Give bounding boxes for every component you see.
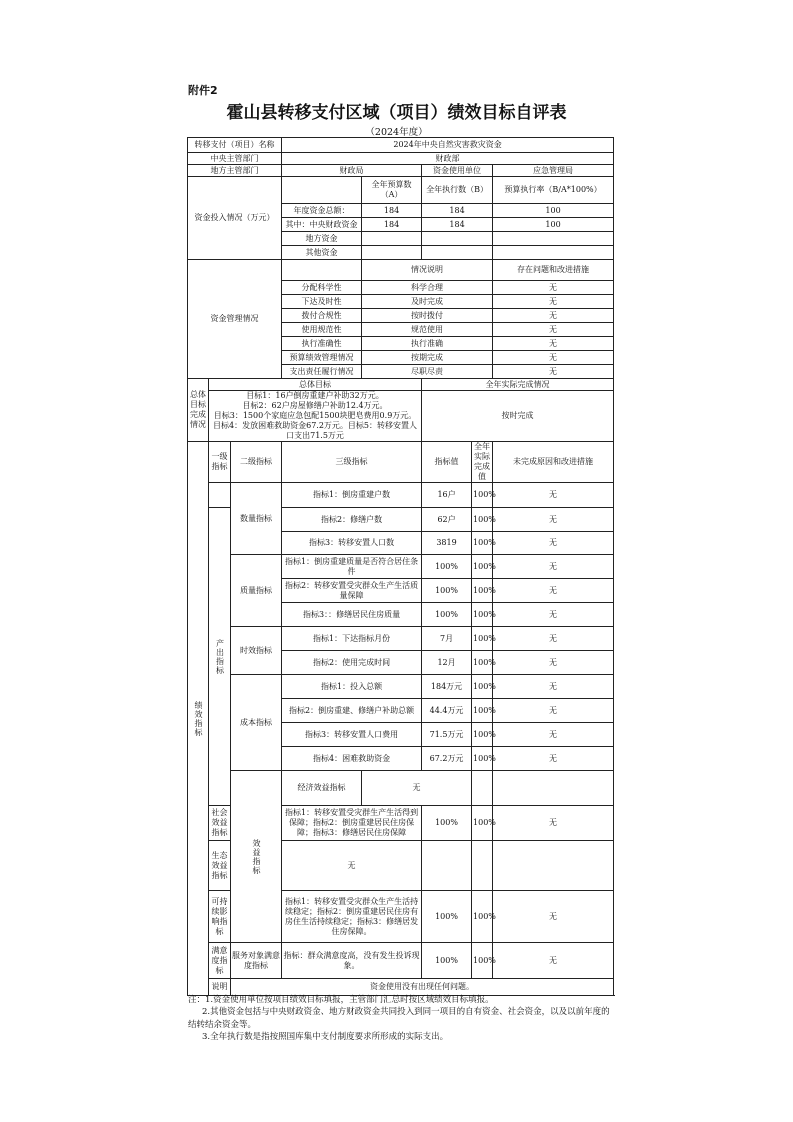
col-value: 指标值 [422, 442, 472, 483]
report-year: （2024年度） [365, 127, 428, 138]
col-actual: 全年实际完成值 [472, 442, 493, 483]
indicator-value: 100% [422, 579, 472, 603]
indicator-value: 100% [422, 555, 472, 579]
attachment-label: 附件2 [188, 84, 218, 97]
indicator-reason: 无 [493, 508, 614, 532]
funds-row-rate: 100 [493, 204, 614, 218]
indicator-value: 16户 [422, 483, 472, 508]
project-name-value: 2024年中央自然灾害救灾资金 [282, 138, 614, 153]
funds-row-a: 184 [362, 218, 422, 232]
indicator-value [422, 841, 472, 891]
project-name-label: 转移支付（项目）名称 [188, 138, 282, 153]
overall-done-text: 按时完成 [422, 391, 614, 442]
indicator-value: 3819 [422, 532, 472, 555]
management-desc: 科学合理 [362, 281, 493, 295]
indicator-value: 100% [422, 891, 472, 943]
indicator-value: 100% [422, 943, 472, 979]
indicator-name: 指标：群众满意度高，没有发生投诉现象。 [282, 943, 422, 979]
remark-text: 资金使用没有出现任何问题。 [231, 979, 614, 996]
indicator-reason: 无 [493, 651, 614, 675]
footnote: 2.其他资金包括与中央财政资金、地方财政资金共同投入到同一项目的自有资金、社会资金，以及以前年度的结转结余资金等。 [188, 1007, 610, 1030]
overall-row [188, 391, 614, 442]
funds-row-a: 184 [362, 204, 422, 218]
central-dept-value: 财政部 [282, 153, 614, 165]
overall-section-label: 总体目标完成情况 [188, 379, 209, 442]
indicator-name: 指标3：：修缮居民住房质量 [282, 603, 422, 627]
project-name-row [188, 138, 614, 153]
indicator-name: 指标1：转移安置受灾群生产生活得到保障；指标2：倒房重建居民住房保障；指标3：修缮居民住房保障 [282, 806, 422, 841]
col-l2: 二级指标 [231, 442, 282, 483]
management-issue: 无 [493, 351, 614, 365]
central-dept-label: 中央主管部门 [188, 153, 282, 165]
indicator-reason: 无 [493, 675, 614, 699]
perf-section-label: 绩效指标 [188, 442, 209, 996]
social-label: 社会效益指标 [209, 806, 231, 841]
indicator-actual: 100% [472, 675, 493, 699]
indicator-reason: 无 [493, 723, 614, 747]
economic-label: 经济效益指标 [282, 771, 362, 806]
indicator-actual: 100% [472, 508, 493, 532]
indicator-value: 100% [422, 806, 472, 841]
indicator-name: 无 [362, 771, 472, 806]
indicator-actual: 100% [472, 483, 493, 508]
col-l3: 三级指标 [282, 442, 422, 483]
funds-row-a [362, 246, 422, 260]
funds-row-b: 184 [422, 218, 493, 232]
local-dept-row [188, 165, 614, 177]
local-dept-value: 财政局 [282, 165, 422, 177]
fund-user-value: 应急管理局 [493, 165, 614, 177]
benefit-label: 效益指标 [231, 771, 282, 943]
remark-label: 说明 [209, 979, 231, 996]
col-reason: 未完成原因和改进措施 [493, 442, 614, 483]
local-dept-label: 地方主管部门 [188, 165, 282, 177]
management-header-row [188, 260, 614, 281]
management-item: 支出责任履行情况 [282, 365, 362, 379]
indicator-reason: 无 [493, 555, 614, 579]
management-desc: 规范使用 [362, 323, 493, 337]
indicator-reason: 无 [493, 943, 614, 979]
indicator-actual: 100% [472, 723, 493, 747]
indicator-actual: 100% [472, 891, 493, 943]
management-desc: 及时完成 [362, 295, 493, 309]
indicator-name: 指标2：修缮户数 [282, 508, 422, 532]
indicator-actual: 100% [472, 651, 493, 675]
overall-goal-text: 目标1：16户倒房重建户补助32万元。 目标2：62户房屋修缮户补助12.4万元。 目标3：1500个家庭应急包配1500块肥皂费用0.9万元。 目标4：发放困难救助资金67.2万元。目标5：转移安置人口支出71.5万元 [209, 391, 422, 442]
indicator-name: 指标2：转移安置受灾群众生产生活质量保障 [282, 579, 422, 603]
indicator-actual: 100% [472, 579, 493, 603]
evaluation-table [187, 137, 614, 996]
management-issue: 无 [493, 309, 614, 323]
management-desc: 尽职尽责 [362, 365, 493, 379]
funds-row-label: 其中：中央财政资金 [282, 218, 362, 232]
funds-row-label: 地方资金 [282, 232, 362, 246]
indicator-reason: 无 [493, 483, 614, 508]
indicator-value: 100% [422, 603, 472, 627]
output-label: 产出指标 [209, 508, 231, 806]
indicator-actual: 100% [472, 532, 493, 555]
indicator-value: 7月 [422, 627, 472, 651]
indicator-actual: 100% [472, 555, 493, 579]
indicator-reason [493, 841, 614, 891]
col-overall-done: 全年实际完成情况 [422, 379, 614, 391]
management-issue: 无 [493, 323, 614, 337]
funds-row-rate: 100 [493, 218, 614, 232]
col-exec-b: 全年执行数（B） [422, 177, 493, 204]
col-budget-a: 全年预算数（A） [362, 177, 422, 204]
indicator-actual: 100% [472, 603, 493, 627]
indicator-name: 指标1：倒房重建质量是否符合居住条件 [282, 555, 422, 579]
funds-row-a [362, 232, 422, 246]
indicator-actual [472, 841, 493, 891]
management-issue: 无 [493, 295, 614, 309]
indicator-name: 指标2：使用完成时间 [282, 651, 422, 675]
management-issue: 无 [493, 365, 614, 379]
overall-header-row [188, 379, 614, 391]
indicator-reason: 无 [493, 891, 614, 943]
funds-row-rate [493, 232, 614, 246]
timeliness-label: 时效指标 [231, 627, 282, 675]
indicator-actual: 100% [472, 627, 493, 651]
management-item: 下达及时性 [282, 295, 362, 309]
col-exec-rate: 预算执行率（B/A*100%） [493, 177, 614, 204]
indicator-actual: 100% [472, 943, 493, 979]
indicator-row [188, 771, 614, 806]
indicator-row [188, 555, 614, 579]
funds-row-rate [493, 246, 614, 260]
indicator-name: 指标1：投入总额 [282, 675, 422, 699]
funds-section-label: 资金投入情况（万元） [188, 177, 282, 260]
indicator-reason: 无 [493, 579, 614, 603]
management-item: 分配科学性 [282, 281, 362, 295]
indicator-value: 62户 [422, 508, 472, 532]
indicator-reason: 无 [493, 806, 614, 841]
indicator-actual [493, 771, 614, 806]
indicator-name: 指标1：倒房重建户数 [282, 483, 422, 508]
indicator-reason: 无 [493, 627, 614, 651]
indicator-reason: 无 [493, 532, 614, 555]
indicator-row [188, 483, 614, 508]
funds-row-b: 184 [422, 204, 493, 218]
indicator-actual: 100% [472, 747, 493, 771]
footnote: 3.全年执行数是指按照国库集中支付制度要求所形成的实际支出。 [202, 1031, 449, 1042]
funds-row-b [422, 232, 493, 246]
indicator-name: 指标4：困难救助资金 [282, 747, 422, 771]
management-item: 执行准确性 [282, 337, 362, 351]
service-satisfaction-label: 服务对象满意度指标 [231, 943, 282, 979]
fund-user-label: 资金使用单位 [422, 165, 493, 177]
management-desc: 执行准确 [362, 337, 493, 351]
indicator-name: 指标1：下达指标月份 [282, 627, 422, 651]
indicator-value: 67.2万元 [422, 747, 472, 771]
central-dept-row [188, 153, 614, 165]
indicator-row [188, 943, 614, 979]
satisfaction-label: 满意度指标 [209, 943, 231, 979]
indicator-name: 无 [282, 841, 422, 891]
indicator-reason: 无 [493, 699, 614, 723]
indicator-value: 44.4万元 [422, 699, 472, 723]
indicator-value: 71.5万元 [422, 723, 472, 747]
funds-row-b [422, 246, 493, 260]
perf-header-row [188, 442, 614, 483]
indicator-name: 指标3：转移安置人口数 [282, 532, 422, 555]
indicator-actual: 100% [472, 806, 493, 841]
remark-row [188, 979, 614, 996]
col-issue: 存在问题和改进措施 [493, 260, 614, 281]
indicator-name: 指标1：转移安置受灾群众生产生活持续稳定；指标2：倒房重建居民住房有房住生活持续稳定；指标3：修缮居发住房保障。 [282, 891, 422, 943]
sustainable-label: 可持续影响指标 [209, 891, 231, 943]
funds-row-label: 其他资金 [282, 246, 362, 260]
indicator-reason: 无 [493, 603, 614, 627]
col-l1: 一级指标 [209, 442, 231, 483]
quantity-label: 数量指标 [231, 483, 282, 555]
management-issue: 无 [493, 337, 614, 351]
col-overall-goal: 总体目标 [209, 379, 422, 391]
indicator-row [188, 627, 614, 651]
footnote: 注：1.资金使用单位按项目绩效目标填报，主管部门汇总时按区域绩效目标填报。 [188, 995, 494, 1005]
management-section-label: 资金管理情况 [188, 260, 282, 379]
management-desc: 按期完成 [362, 351, 493, 365]
col-desc: 情况说明 [362, 260, 493, 281]
footnotes [188, 994, 614, 1043]
management-desc: 按时拨付 [362, 309, 493, 323]
indicator-row [188, 675, 614, 699]
indicator-name: 指标2：倒房重建、修缮户补助总额 [282, 699, 422, 723]
ecological-label: 生态效益指标 [209, 841, 231, 891]
quality-label: 质量指标 [231, 555, 282, 627]
indicator-value: 12月 [422, 651, 472, 675]
indicator-reason: 无 [493, 747, 614, 771]
indicator-value: 184万元 [422, 675, 472, 699]
indicator-value [472, 771, 493, 806]
management-issue: 无 [493, 281, 614, 295]
management-item: 使用规范性 [282, 323, 362, 337]
funds-header-row [188, 177, 614, 204]
page-title: 霍山县转移支付区域（项目）绩效目标自评表 [226, 103, 567, 123]
management-item: 预算绩效管理情况 [282, 351, 362, 365]
funds-row-label: 年度资金总额： [282, 204, 362, 218]
indicator-name: 指标3：转移安置人口费用 [282, 723, 422, 747]
management-item: 拨付合规性 [282, 309, 362, 323]
cost-label: 成本指标 [231, 675, 282, 771]
indicator-actual: 100% [472, 699, 493, 723]
